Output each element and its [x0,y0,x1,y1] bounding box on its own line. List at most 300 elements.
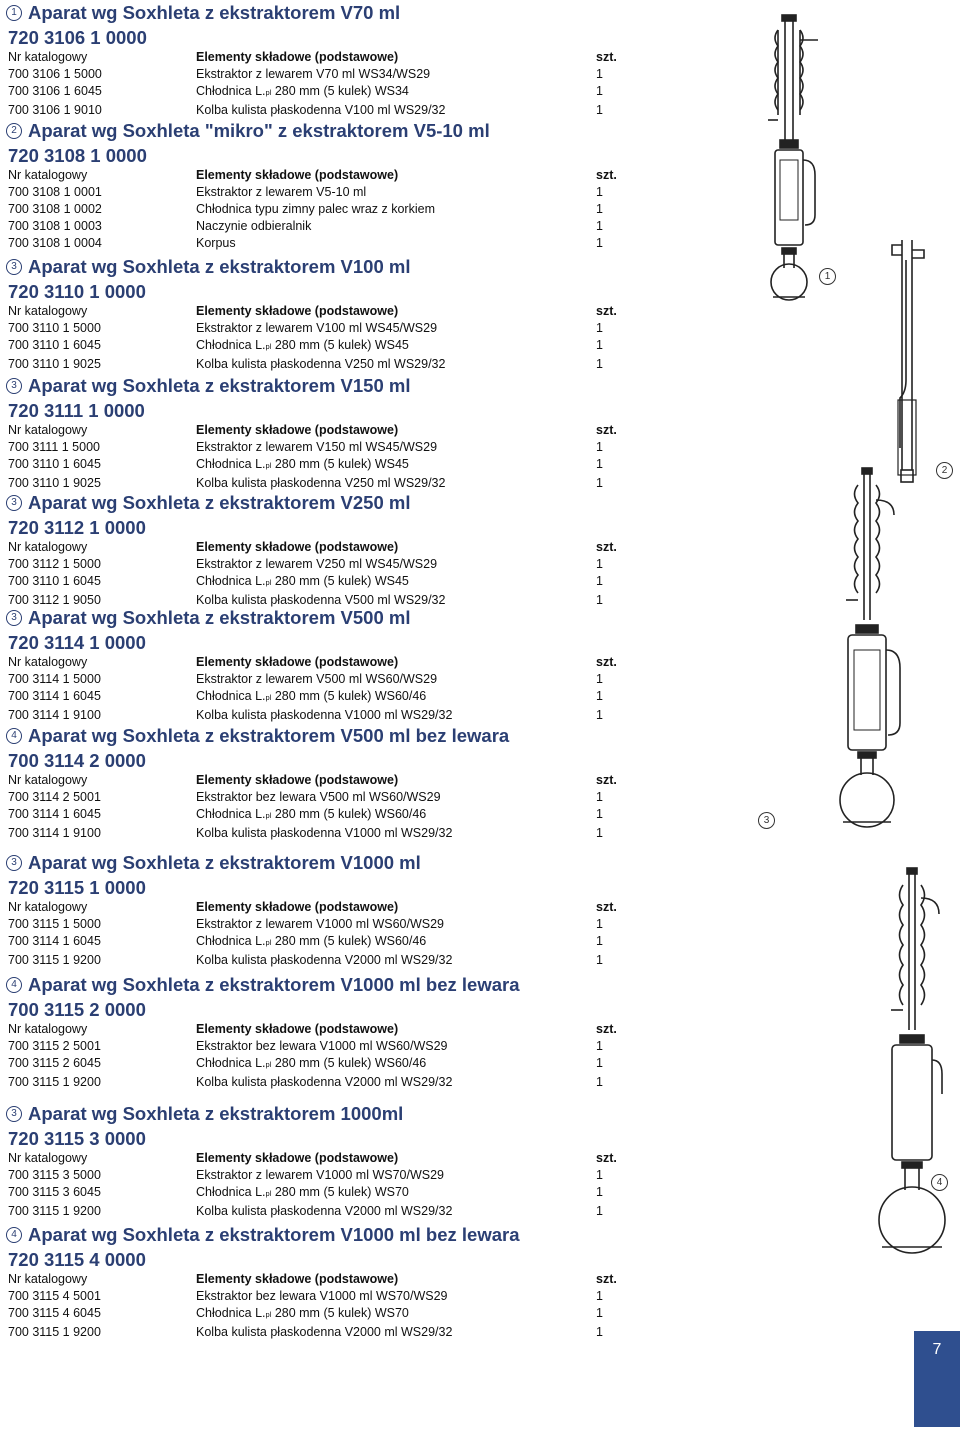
component-catalog-number: 700 3106 1 9010 [8,102,102,117]
section-title [6,256,636,278]
component-cell [196,1074,596,1091]
section-number-badge: 4 [6,1227,22,1243]
component-subscript: pl [265,1188,272,1198]
component-name: Chłodnica typu zimny palec wraz z korkiem [196,201,435,216]
component-qty: 1 [596,806,603,821]
component-catalog-number: 700 3114 2 5001 [8,789,101,804]
section-title [6,852,636,874]
table-header [6,303,636,320]
component-qty: 1 [596,356,603,371]
header-qty: szt. [596,168,617,182]
table-row [6,1055,636,1074]
table-row [6,952,636,969]
component-catalog-number: 700 3111 1 5000 [8,439,100,454]
header-qty: szt. [596,540,617,554]
component-qty: 1 [596,952,603,967]
callout-3 [758,812,775,829]
component-qty: 1 [596,201,603,216]
component-name-rest: 280 mm (5 kulek) WS70 [271,1184,409,1199]
component-catalog-number: 700 3108 1 0002 [8,201,102,216]
component-qty: 1 [596,475,603,490]
component-name: Chłodnica L. [196,806,266,821]
component-qty: 1 [596,320,603,335]
header-qty: szt. [596,304,617,318]
component-cell [196,201,596,218]
component-cell [196,235,596,252]
header-qty: szt. [596,1151,617,1165]
component-name: Ekstraktor bez lewara V1000 ml WS60/WS29 [196,1038,448,1053]
set-catalog-number: 720 3106 1 0000 [8,27,147,48]
section-6 [6,607,636,724]
component-cell [196,556,596,573]
page-number-box [914,1331,960,1427]
table-row [6,456,636,475]
header-components: Elementy składowe (podstawowe) [196,304,399,318]
section-1 [6,2,636,119]
component-qty: 1 [596,1324,603,1339]
component-qty: 1 [596,573,603,588]
component-name-rest: 280 mm (5 kulek) WS34 [271,83,409,98]
table-header [6,899,636,916]
component-catalog-number: 700 3115 1 9200 [8,952,101,967]
component-catalog-number: 700 3114 1 6045 [8,933,101,948]
component-catalog-number: 700 3110 1 5000 [8,320,101,335]
component-name: Kolba kulista płaskodenna V100 ml WS29/32 [196,102,446,117]
table-row [6,102,636,119]
table-header [6,1150,636,1167]
section-5 [6,492,636,609]
component-name: Ekstraktor z lewarem V150 ml WS45/WS29 [196,439,438,454]
section-title-text: Aparat wg Soxhleta z ekstraktorem V70 ml [28,2,401,23]
table-row [6,235,636,252]
section-9 [6,974,636,1091]
component-name: Ekstraktor z lewarem V1000 ml WS60/WS29 [196,916,444,931]
component-cell [196,218,596,235]
component-cell [196,952,596,969]
component-name: Kolba kulista płaskodenna V2000 ml WS29/32 [196,1074,453,1089]
component-qty: 1 [596,1055,603,1070]
component-name: Chłodnica L. [196,456,266,471]
component-cell [196,688,596,707]
header-qty: szt. [596,655,617,669]
component-catalog-number: 700 3115 3 5000 [8,1167,101,1182]
component-catalog-number: 700 3110 1 9025 [8,475,101,490]
component-qty: 1 [596,456,603,471]
callout-2-label: 2 [941,465,948,476]
table-row [6,475,636,492]
component-qty: 1 [596,83,603,98]
header-catalog: Nr katalogowy [8,900,88,914]
component-cell [196,337,596,356]
section-title-text: Aparat wg Soxhleta z ekstraktorem V150 ml [28,375,411,396]
apparatus-3-drawing [840,468,900,827]
header-components: Elementy składowe (podstawowe) [196,900,399,914]
component-catalog-number: 700 3110 1 6045 [8,573,101,588]
component-name: Ekstraktor z lewarem V100 ml WS45/WS29 [196,320,438,335]
component-catalog-number: 700 3115 1 9200 [8,1074,101,1089]
component-catalog-number: 700 3115 4 5001 [8,1288,101,1303]
table-row [6,1167,636,1184]
section-title-text: Aparat wg Soxhleta "mikro" z ekstraktorem V5-10 ml [28,120,490,141]
component-qty: 1 [596,1074,603,1089]
section-number-badge: 3 [6,259,22,275]
table-row [6,671,636,688]
component-name: Korpus [196,235,236,250]
header-qty: szt. [596,423,617,437]
component-name: Chłodnica L. [196,688,266,703]
section-number-badge: 4 [6,977,22,993]
component-cell [196,456,596,475]
section-title-text: Aparat wg Soxhleta z ekstraktorem V1000 ml bez lewara [28,1224,520,1245]
section-title [6,375,636,397]
component-name: Naczynie odbieralnik [196,218,312,233]
section-title [6,974,636,996]
component-cell [196,1305,596,1324]
set-catalog-number: 700 3114 2 0000 [8,750,146,771]
component-name: Kolba kulista płaskodenna V250 ml WS29/32 [196,356,446,371]
component-name: Kolba kulista płaskodenna V2000 ml WS29/32 [196,1203,453,1218]
component-qty: 1 [596,1184,603,1199]
set-catalog-number: 720 3108 1 0000 [8,145,147,166]
component-subscript: pl [265,1059,272,1069]
component-cell [196,916,596,933]
component-name: Ekstraktor bez lewara V500 ml WS60/WS29 [196,789,441,804]
header-components: Elementy składowe (podstawowe) [196,50,399,64]
component-cell [196,320,596,337]
section-title [6,607,636,629]
section-8 [6,852,636,969]
table-row [6,201,636,218]
component-name: Chłodnica L. [196,1305,266,1320]
component-cell [196,806,596,825]
component-catalog-number: 700 3106 1 6045 [8,83,102,98]
component-qty: 1 [596,707,603,722]
component-name: Ekstraktor z lewarem V5-10 ml [196,184,367,199]
header-catalog: Nr katalogowy [8,540,88,554]
header-catalog: Nr katalogowy [8,773,88,787]
component-qty: 1 [596,933,603,948]
table-row [6,825,636,842]
header-components: Elementy składowe (podstawowe) [196,1272,399,1286]
component-qty: 1 [596,671,603,686]
section-title-text: Aparat wg Soxhleta z ekstraktorem V250 ml [28,492,411,513]
section-title-text: Aparat wg Soxhleta z ekstraktorem 1000ml [28,1103,404,1124]
component-catalog-number: 700 3108 1 0004 [8,235,102,250]
apparatus-2-drawing [892,240,924,482]
component-name: Chłodnica L. [196,337,266,352]
component-qty: 1 [596,789,603,804]
component-name: Chłodnica L. [196,933,266,948]
component-name: Kolba kulista płaskodenna V1000 ml WS29/32 [196,825,453,840]
component-catalog-number: 700 3115 1 9200 [8,1203,101,1218]
component-qty: 1 [596,235,603,250]
component-catalog-number: 700 3115 3 6045 [8,1184,101,1199]
component-cell [196,1184,596,1203]
component-name: Kolba kulista płaskodenna V2000 ml WS29/32 [196,952,453,967]
component-subscript: pl [265,87,272,97]
header-catalog: Nr katalogowy [8,423,88,437]
component-catalog-number: 700 3110 1 6045 [8,456,101,471]
callout-3-label: 3 [763,815,770,826]
header-components: Elementy składowe (podstawowe) [196,423,399,437]
component-catalog-number: 700 3114 1 9100 [8,707,101,722]
header-catalog: Nr katalogowy [8,655,88,669]
component-name-rest: 280 mm (5 kulek) WS70 [271,1305,409,1320]
header-qty: szt. [596,773,617,787]
component-cell [196,1038,596,1055]
set-catalog-number: 720 3115 1 0000 [8,877,146,898]
component-catalog-number: 700 3108 1 0001 [8,184,102,199]
apparatus-drawings [750,0,960,1427]
component-catalog-number: 700 3112 1 9050 [8,592,101,607]
component-qty: 1 [596,592,603,607]
table-row [6,707,636,724]
component-cell [196,671,596,688]
component-catalog-number: 700 3114 1 5000 [8,671,101,686]
apparatus-1-drawing [768,15,818,300]
component-catalog-number: 700 3108 1 0003 [8,218,102,233]
table-row [6,218,636,235]
component-qty: 1 [596,184,603,199]
component-cell [196,573,596,592]
table-row [6,1184,636,1203]
section-number-badge: 2 [6,123,22,139]
section-title [6,492,636,514]
table-row [6,573,636,592]
section-title [6,725,636,747]
component-name: Ekstraktor z lewarem V500 ml WS60/WS29 [196,671,438,686]
header-catalog: Nr katalogowy [8,168,88,182]
table-row [6,66,636,83]
section-10 [6,1103,636,1220]
section-4 [6,375,636,492]
component-qty: 1 [596,1167,603,1182]
component-subscript: pl [265,810,272,820]
component-name-rest: 280 mm (5 kulek) WS45 [271,337,409,352]
component-cell [196,1324,596,1341]
set-catalog-number: 720 3114 1 0000 [8,632,146,653]
component-name: Ekstraktor z lewarem V250 ml WS45/WS29 [196,556,438,571]
section-title-text: Aparat wg Soxhleta z ekstraktorem V1000 ml [28,852,421,873]
component-cell [196,707,596,724]
component-catalog-number: 700 3115 2 5001 [8,1038,101,1053]
table-row [6,933,636,952]
table-row [6,337,636,356]
component-qty: 1 [596,1038,603,1053]
component-cell [196,439,596,456]
component-qty: 1 [596,337,603,352]
component-name: Chłodnica L. [196,573,266,588]
section-7 [6,725,636,842]
component-cell [196,825,596,842]
header-components: Elementy składowe (podstawowe) [196,1151,399,1165]
table-row [6,789,636,806]
section-title-text: Aparat wg Soxhleta z ekstraktorem V500 ml bez lewara [28,725,510,746]
header-qty: szt. [596,1022,617,1036]
header-qty: szt. [596,1272,617,1286]
component-name: Ekstraktor z lewarem V70 ml WS34/WS29 [196,66,431,81]
component-cell [196,184,596,201]
page-number: 7 [932,1341,942,1358]
component-subscript: pl [265,1309,272,1319]
component-qty: 1 [596,66,603,81]
component-name-rest: 280 mm (5 kulek) WS45 [271,573,409,588]
callout-4-label: 4 [936,1177,943,1188]
table-row [6,184,636,201]
component-qty: 1 [596,556,603,571]
component-cell [196,1203,596,1220]
set-catalog-number: 720 3110 1 0000 [8,281,146,302]
table-row [6,1305,636,1324]
header-catalog: Nr katalogowy [8,304,88,318]
component-cell [196,102,596,119]
section-3 [6,256,636,373]
section-2 [6,120,636,252]
component-subscript: pl [265,341,272,351]
header-components: Elementy składowe (podstawowe) [196,168,399,182]
section-title [6,1103,636,1125]
component-catalog-number: 700 3106 1 5000 [8,66,102,81]
section-number-badge: 3 [6,378,22,394]
component-name: Kolba kulista płaskodenna V2000 ml WS29/32 [196,1324,453,1339]
component-name-rest: 280 mm (5 kulek) WS60/46 [271,1055,427,1070]
component-catalog-number: 700 3110 1 9025 [8,356,101,371]
table-row [6,439,636,456]
section-number-badge: 3 [6,855,22,871]
table-row [6,556,636,573]
header-catalog: Nr katalogowy [8,1022,88,1036]
table-row [6,916,636,933]
table-row [6,356,636,373]
component-cell [196,1288,596,1305]
section-number-badge: 1 [6,5,22,21]
component-catalog-number: 700 3114 1 6045 [8,806,101,821]
table-header [6,422,636,439]
header-catalog: Nr katalogowy [8,1272,88,1286]
component-catalog-number: 700 3115 4 6045 [8,1305,101,1320]
component-name: Kolba kulista płaskodenna V1000 ml WS29/32 [196,707,453,722]
component-subscript: pl [265,692,272,702]
header-components: Elementy składowe (podstawowe) [196,655,399,669]
component-subscript: pl [265,937,272,947]
component-cell [196,475,596,492]
component-name-rest: 280 mm (5 kulek) WS60/46 [271,688,427,703]
set-catalog-number: 720 3111 1 0000 [8,400,145,421]
set-catalog-number: 700 3115 2 0000 [8,999,146,1020]
section-title [6,120,636,142]
component-name-rest: 280 mm (5 kulek) WS60/46 [271,933,427,948]
component-name: Chłodnica L. [196,83,266,98]
table-header [6,539,636,556]
table-row [6,1324,636,1341]
section-number-badge: 3 [6,1106,22,1122]
section-number-badge: 3 [6,495,22,511]
component-name: Chłodnica L. [196,1184,266,1199]
component-catalog-number: 700 3114 1 9100 [8,825,101,840]
section-11 [6,1224,636,1341]
apparatus-4-drawing [879,868,945,1253]
table-row [6,83,636,102]
section-title-text: Aparat wg Soxhleta z ekstraktorem V100 ml [28,256,411,277]
section-number-badge: 4 [6,728,22,744]
component-name: Chłodnica L. [196,1055,266,1070]
table-row [6,1074,636,1091]
component-qty: 1 [596,688,603,703]
component-qty: 1 [596,1203,603,1218]
component-catalog-number: 700 3115 1 9200 [8,1324,101,1339]
component-qty: 1 [596,1305,603,1320]
component-qty: 1 [596,916,603,931]
table-row [6,1288,636,1305]
header-components: Elementy składowe (podstawowe) [196,1022,399,1036]
component-catalog-number: 700 3112 1 5000 [8,556,101,571]
header-catalog: Nr katalogowy [8,50,88,64]
table-row [6,1203,636,1220]
component-catalog-number: 700 3110 1 6045 [8,337,101,352]
component-catalog-number: 700 3114 1 6045 [8,688,101,703]
component-qty: 1 [596,218,603,233]
apparatus-illustration [750,0,960,1427]
callout-2 [936,462,953,479]
table-header [6,1021,636,1038]
component-name: Ekstraktor bez lewara V1000 ml WS70/WS29 [196,1288,448,1303]
callout-4 [931,1174,948,1191]
section-title-text: Aparat wg Soxhleta z ekstraktorem V1000 ml bez lewara [28,974,520,995]
component-cell [196,789,596,806]
component-cell [196,356,596,373]
component-cell [196,1167,596,1184]
component-qty: 1 [596,1288,603,1303]
callout-1-label: 1 [824,271,831,282]
table-row [6,1038,636,1055]
component-qty: 1 [596,439,603,454]
header-components: Elementy składowe (podstawowe) [196,540,399,554]
component-cell [196,933,596,952]
header-components: Elementy składowe (podstawowe) [196,773,399,787]
component-name: Kolba kulista płaskodenna V250 ml WS29/32 [196,475,446,490]
table-header [6,167,636,184]
component-cell [196,83,596,102]
component-subscript: pl [265,577,272,587]
table-row [6,806,636,825]
header-qty: szt. [596,50,617,64]
component-name: Ekstraktor z lewarem V1000 ml WS70/WS29 [196,1167,444,1182]
table-header [6,772,636,789]
header-qty: szt. [596,900,617,914]
set-catalog-number: 720 3115 4 0000 [8,1249,146,1270]
table-row [6,320,636,337]
section-title [6,2,636,24]
table-row [6,688,636,707]
component-catalog-number: 700 3115 2 6045 [8,1055,101,1070]
component-cell [196,66,596,83]
component-qty: 1 [596,102,603,117]
set-catalog-number: 720 3115 3 0000 [8,1128,146,1149]
section-title-text: Aparat wg Soxhleta z ekstraktorem V500 ml [28,607,411,628]
component-catalog-number: 700 3115 1 5000 [8,916,101,931]
component-qty: 1 [596,825,603,840]
section-number-badge: 3 [6,610,22,626]
component-name-rest: 280 mm (5 kulek) WS60/46 [271,806,427,821]
header-catalog: Nr katalogowy [8,1151,88,1165]
table-header [6,49,636,66]
callout-1 [819,268,836,285]
component-cell [196,1055,596,1074]
set-catalog-number: 720 3112 1 0000 [8,517,146,538]
table-header [6,1271,636,1288]
component-subscript: pl [265,460,272,470]
section-title [6,1224,636,1246]
